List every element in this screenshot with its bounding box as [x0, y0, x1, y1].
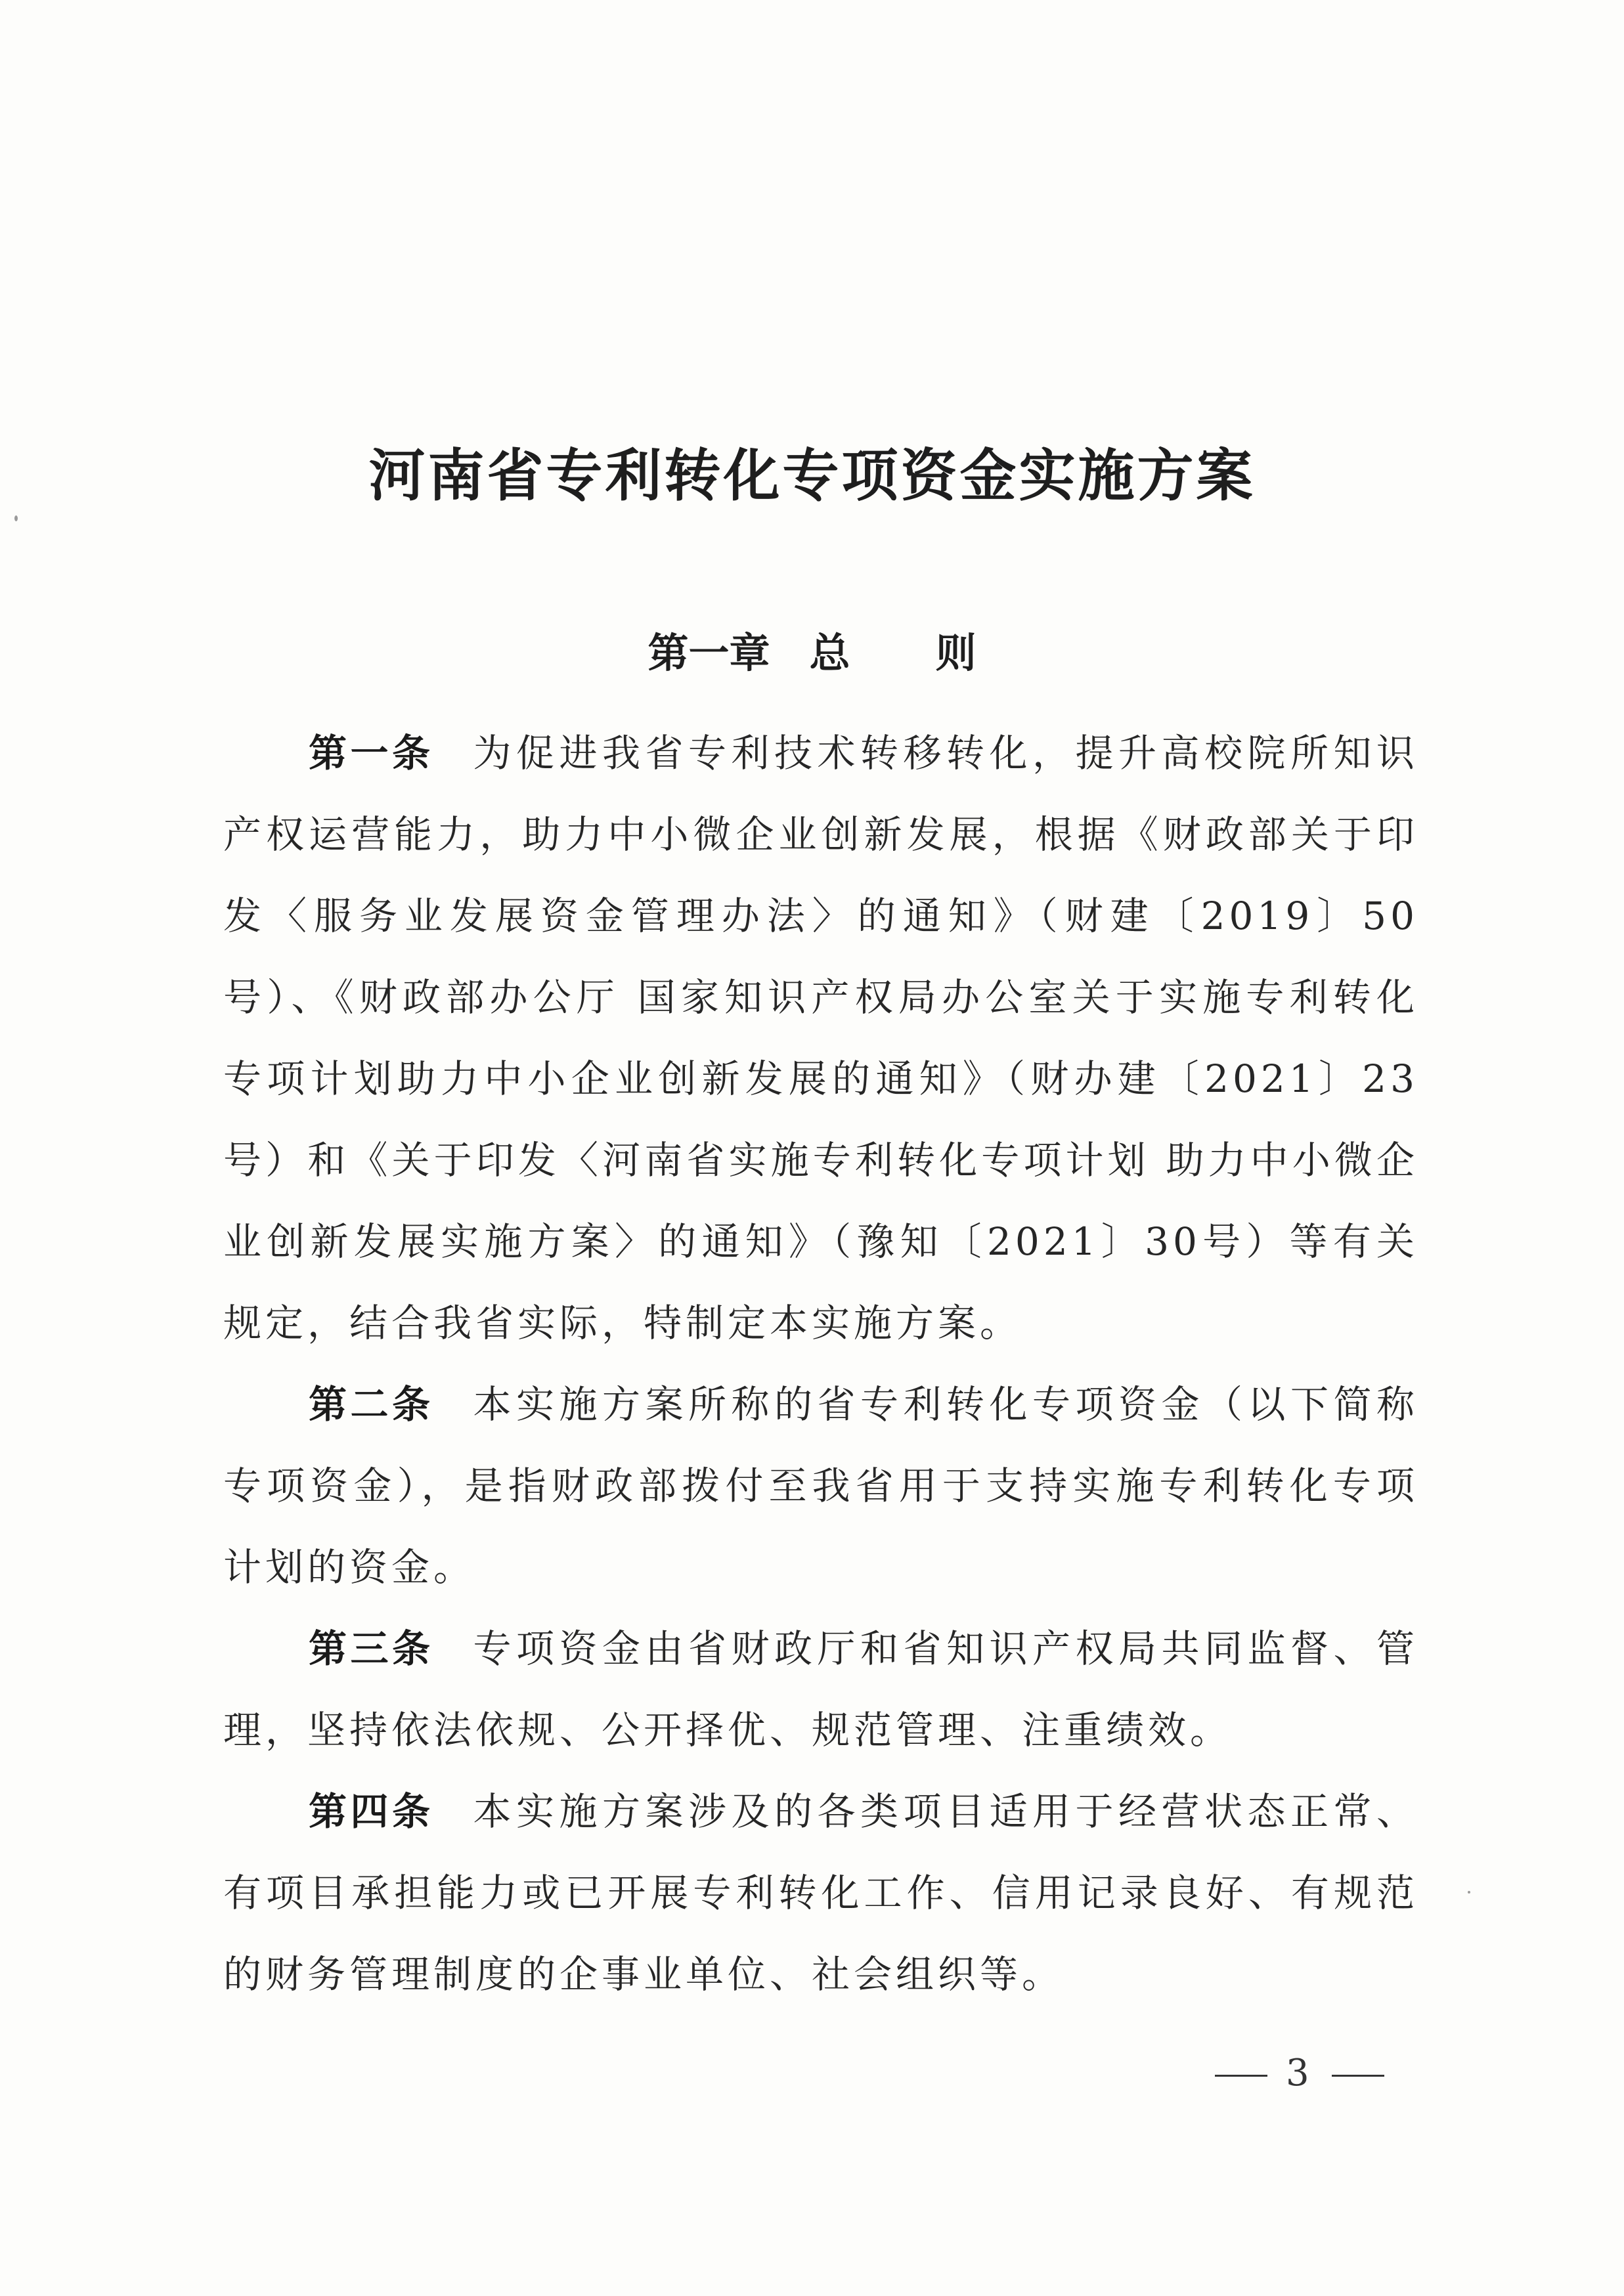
article-label: 第一条: [309, 731, 434, 775]
page-number-value: 3: [1286, 2052, 1313, 2094]
article-3: [223, 1608, 1418, 1771]
chapter-title-char-2: 则: [935, 629, 977, 677]
article-2: [223, 1364, 1418, 1608]
page-number-dash-left: [1215, 2075, 1267, 2077]
article-text: 专项资金由省财政厅和省知识产权局共同监督、管理，坚持依法依规、公开择优、规范管理、注重绩效。: [223, 1626, 1418, 1752]
scan-speck: [14, 515, 18, 521]
scan-speck: [1468, 1891, 1470, 1894]
chapter-heading: [0, 620, 1624, 679]
article-label: 第二条: [309, 1382, 434, 1427]
article-label: 第四条: [309, 1789, 434, 1834]
chapter-title-char-1: 总: [809, 629, 850, 677]
article-text: 本实施方案所称的省专利转化专项资金（以下简称专项资金），是指财政部拨付至我省用于支持实施专利转化专项计划的资金。: [223, 1382, 1418, 1590]
document-body: [223, 712, 1418, 2015]
article-4: [223, 1771, 1418, 2015]
article-1: [223, 712, 1418, 1364]
document-title: 河南省专利转化专项资金实施方案: [368, 443, 1256, 509]
page-number: [1215, 2052, 1384, 2094]
chapter-number: 第一章: [647, 629, 770, 677]
article-label: 第三条: [309, 1626, 434, 1671]
article-text: 本实施方案涉及的各类项目适用于经营状态正常、有项目承担能力或已开展专利转化工作、信用记录良好、有规范的财务管理制度的企事业单位、社会组织等。: [223, 1789, 1418, 1997]
page-number-dash-right: [1332, 2075, 1384, 2077]
article-text: 为促进我省专利技术转移转化，提升高校院所知识产权运营能力，助力中小微企业创新发展，根据《财政部关于印发〈服务业发展资金管理办法〉的通知》（财建〔2019〕50号）、《财政部办公厅 国家知识产权局办公室关于实施专利转化专项计划助力中小企业创新发展的通知》（财办建〔2021〕23号）和《关于印发〈河南省实施专利转化专项计划 助力中小微企业创新发展实施方案〉的通知》（豫知〔2021〕30号）等有关规定，结合我省实际，特制定本实施方案。: [223, 731, 1418, 1345]
